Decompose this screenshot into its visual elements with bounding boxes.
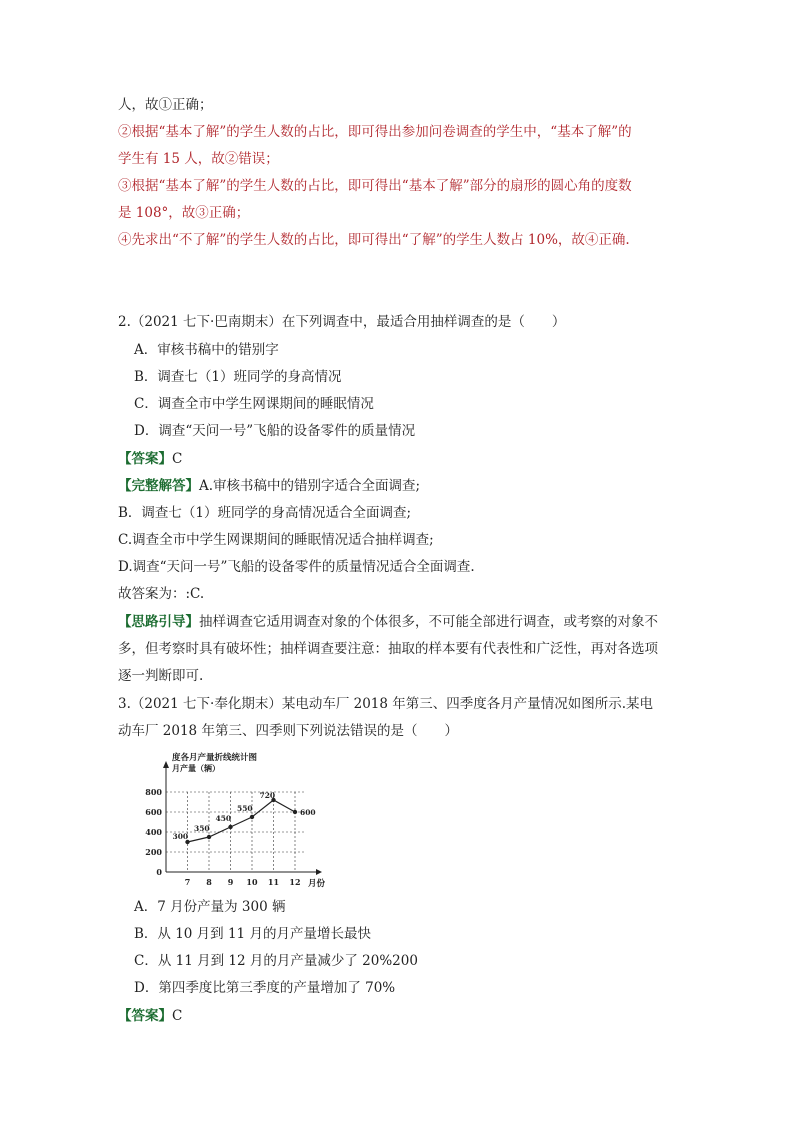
chart-x-tick-label: 8 [206,877,212,887]
chart-data-label: 600 [300,808,316,817]
q2-hint-text-1: 抽样调查它适用调查对象的个体很多，不可能全部进行调查，或考察的对象不 [199,614,658,630]
chart-y-tick-label: 800 [145,787,162,797]
chart-x-tick-label: 7 [184,877,191,887]
q3-option-b: B．从 10 月到 11 月的月产量增长最快 [134,926,371,942]
chart-x-axis-label: 月份 [308,879,326,889]
q3-stem-line-2: 动车厂 2018 年第三、四季则下列说法错误的是（ ） [118,723,458,739]
q2-option-a: A．审核书稿中的错别字 [134,342,279,358]
section1-line-1: 人，故①正确； [118,97,213,113]
q2-option-b: B．调查七（1）班同学的身高情况 [134,369,342,385]
q2-hint-label: 【思路引导】 [118,614,199,630]
chart-x-tick-label: 9 [227,877,234,887]
chart-data-label: 350 [194,824,210,833]
chart-data-label: 720 [259,791,276,800]
q2-solution-line-1 [118,476,420,496]
section1-line-6: ④先求出“不了解”的学生人数的占比，即可得出“了解”的学生人数占 10%，故④正确. [118,232,630,248]
chart-y-tick-label: 400 [145,827,162,837]
q3-answer [118,1006,182,1026]
chart-x-tick-label: 10 [246,877,258,887]
chart-x-axis-arrow-icon [316,869,322,875]
q2-solution-text-1: A.审核书稿中的错别字适合全面调查; [199,478,421,494]
q3-stem-line-1: 3.（2021 七下·奉化期末）某电动车厂 2018 年第三、四季度各月产量情况如图所示.某电 [118,696,654,712]
q2-answer [118,449,182,469]
chart-data-point [250,815,254,819]
chart-y-tick-label: 200 [145,847,162,857]
section1-line-4: ③根据“基本了解”的学生人数的占比，即可得出“基本了解”部分的扇形的圆心角的度数 [118,178,632,194]
section1-line-2: ②根据“基本了解”的学生人数的占比，即可得出参加问卷调查的学生中，“基本了解”的 [118,124,632,140]
chart-axes [163,761,322,875]
q2-hint-line-2: 多，但考察时具有破坏性；抽样调查要注意：抽取的样本要有代表性和广泛性，再对各选项 [118,641,658,657]
q2-solution-line-2: B．调查七（1）班同学的身高情况适合全面调查; [118,505,412,521]
q2-solution-line-4: D.调查“天问一号”飞船的设备零件的质量情况适合全面调查. [118,559,475,575]
q2-answer-label: 【答案】 [118,451,172,467]
q3-answer-label: 【答案】 [118,1008,172,1024]
chart-data-label: 450 [215,814,232,823]
chart-data-label: 300 [172,832,189,841]
chart-y-tick-label: 600 [145,807,162,817]
chart-series [173,791,316,844]
chart-y-tick-label: 0 [156,867,162,877]
chart-data-point [207,835,211,839]
section1-line-3: 学生有 15 人，故②错误； [118,151,279,167]
q2-option-c: C．调查全市中学生网课期间的睡眠情况 [134,396,374,412]
chart-title: 度各月产量折线统计图 [172,753,258,763]
q2-conclusion: 故答案为：:C. [118,586,205,602]
chart-data-label: 550 [237,804,253,813]
q2-answer-value: C [172,451,183,467]
q3-option-a: A．7 月份产量为 300 辆 [134,899,286,915]
chart-x-tick-label: 12 [289,877,301,887]
chart-x-tick-label: 11 [267,877,280,887]
q3-answer-value: C [172,1008,183,1024]
q3-option-c: C．从 11 月到 12 月的月产量减少了 20%200 [134,953,418,969]
chart-data-point [293,810,297,814]
q2-solution-label: 【完整解答】 [118,478,199,494]
chart-y-axis-arrow-icon [163,761,169,768]
q2-option-d: D．调查“天问一号”飞船的设备零件的质量情况 [134,423,416,439]
q2-hint-line-1 [118,612,658,632]
q2-solution-line-3: C.调查全市中学生网课期间的睡眠情况适合抽样调查; [118,532,434,548]
q2-hint-line-3: 逐一判断即可. [118,668,204,684]
chart-y-axis-label: 月产量（辆） [172,763,220,773]
chart-data-point [228,825,232,829]
q3-option-d: D．第四季度比第三季度的产量增加了 70% [134,980,396,996]
production-line-chart [140,752,340,892]
section1-line-5: 是 108°，故③正确； [118,205,250,221]
q2-stem: 2.（2021 七下·巴南期末）在下列调查中，最适合用抽样调查的是（ ） [118,314,566,330]
